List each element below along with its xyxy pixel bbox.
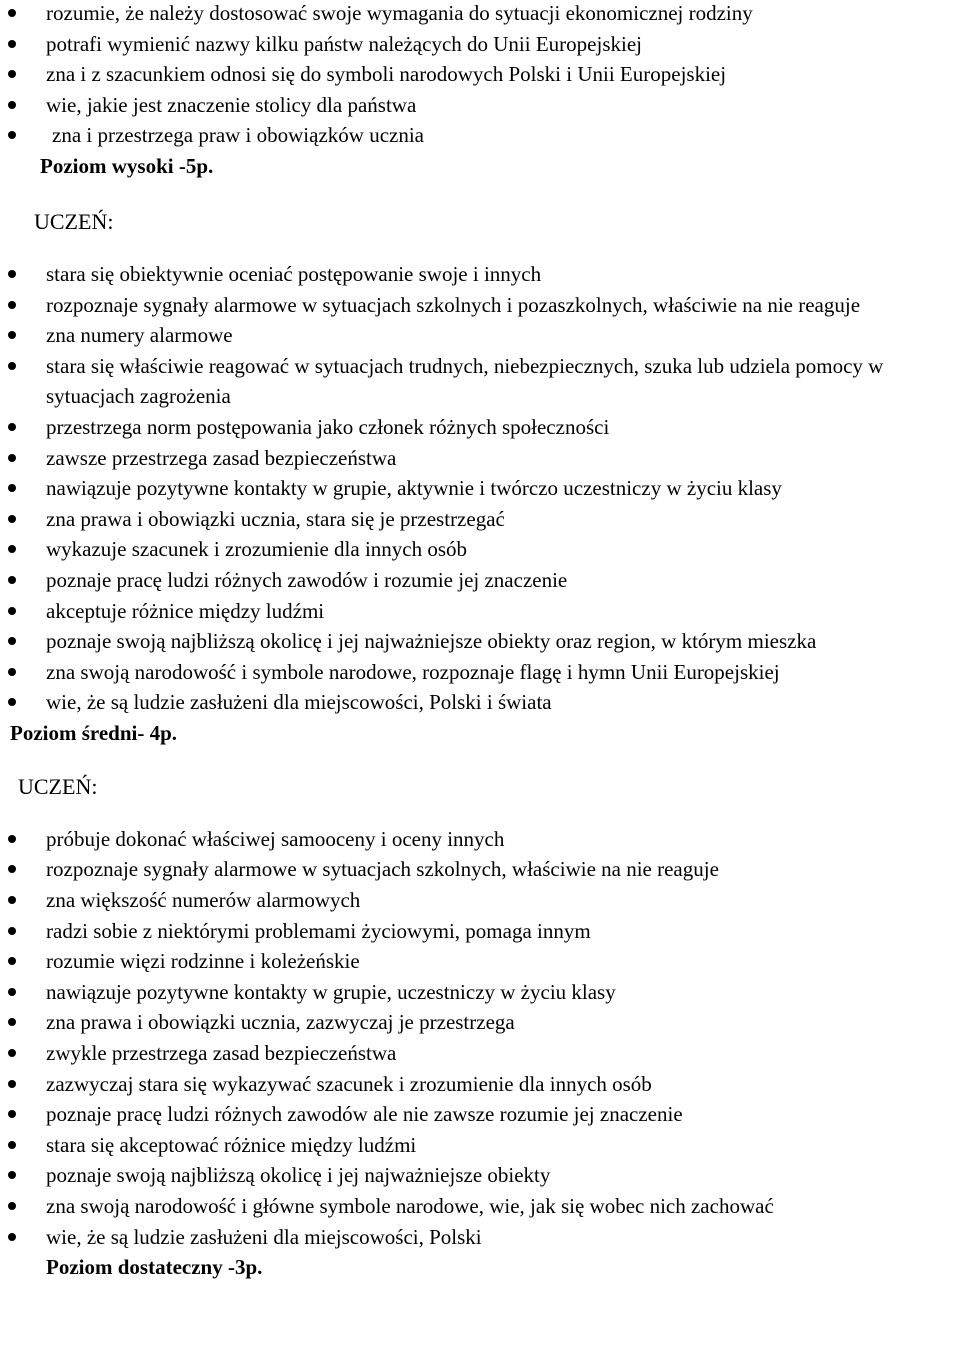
- list-item: przestrzega norm postępowania jako członek różnych społeczności: [0, 412, 960, 443]
- level-sufficient-heading: Poziom dostateczny -3p.: [46, 1255, 263, 1280]
- list-item: wie, że są ludzie zasłużeni dla miejscowości, Polski i świata: [0, 687, 960, 718]
- list-item: poznaje swoją najbliższą okolicę i jej najważniejsze obiekty: [0, 1160, 960, 1191]
- list-item: poznaje swoją najbliższą okolicę i jej najważniejsze obiekty oraz region, w którym mieszka: [0, 626, 960, 657]
- level-high-heading: Poziom wysoki -5p.: [40, 153, 214, 178]
- list-item: zna i przestrzega praw i obowiązków ucznia: [0, 120, 960, 151]
- level-high-list: [0, 259, 960, 718]
- list-item: zna prawa i obowiązki ucznia, stara się je przestrzegać: [0, 504, 960, 535]
- intro-list: [0, 0, 960, 151]
- level-mid-list: [0, 824, 960, 1252]
- list-item: wie, że są ludzie zasłużeni dla miejscowości, Polski: [0, 1222, 960, 1253]
- list-item: zawsze przestrzega zasad bezpieczeństwa: [0, 443, 960, 474]
- list-item: nawiązuje pozytywne kontakty w grupie, aktywnie i twórczo uczestniczy w życiu klasy: [0, 473, 960, 504]
- list-item: rozpoznaje sygnały alarmowe w sytuacjach szkolnych i pozaszkolnych, właściwie na nie reaguje: [0, 290, 960, 321]
- list-item: rozpoznaje sygnały alarmowe w sytuacjach szkolnych, właściwie na nie reaguje: [0, 854, 960, 885]
- list-item: stara się obiektywnie oceniać postępowanie swoje i innych: [0, 259, 960, 290]
- level-mid-subheading: UCZEŃ:: [18, 773, 98, 799]
- list-item: zwykle przestrzega zasad bezpieczeństwa: [0, 1038, 960, 1069]
- list-item: zna i z szacunkiem odnosi się do symboli narodowych Polski i Unii Europejskiej: [0, 59, 960, 90]
- list-item: zna swoją narodowość i symbole narodowe, rozpoznaje flagę i hymn Unii Europejskiej: [0, 657, 960, 688]
- list-item: zna numery alarmowe: [0, 320, 960, 351]
- list-item: stara się akceptować różnice między ludźmi: [0, 1130, 960, 1161]
- list-item: poznaje pracę ludzi różnych zawodów ale nie zawsze rozumie jej znaczenie: [0, 1099, 960, 1130]
- list-item: zna większość numerów alarmowych: [0, 885, 960, 916]
- list-item: akceptuje różnice między ludźmi: [0, 596, 960, 627]
- list-item: wie, jakie jest znaczenie stolicy dla państwa: [0, 90, 960, 121]
- list-item: wykazuje szacunek i zrozumienie dla innych osób: [0, 534, 960, 565]
- list-item: potrafi wymienić nazwy kilku państw należących do Unii Europejskiej: [0, 29, 960, 60]
- list-item: zna prawa i obowiązki ucznia, zazwyczaj je przestrzega: [0, 1007, 960, 1038]
- list-item: poznaje pracę ludzi różnych zawodów i rozumie jej znaczenie: [0, 565, 960, 596]
- list-item: rozumie, że należy dostosować swoje wymagania do sytuacji ekonomicznej rodziny: [0, 0, 960, 29]
- list-item: radzi sobie z niektórymi problemami życiowymi, pomaga innym: [0, 916, 960, 947]
- list-item: nawiązuje pozytywne kontakty w grupie, uczestniczy w życiu klasy: [0, 977, 960, 1008]
- list-item: rozumie więzi rodzinne i koleżeńskie: [0, 946, 960, 977]
- list-item: stara się właściwie reagować w sytuacjach trudnych, niebezpiecznych, szuka lub udziela pomocy w sytuacjach zagrożenia: [0, 351, 960, 412]
- list-item: zna swoją narodowość i główne symbole narodowe, wie, jak się wobec nich zachować: [0, 1191, 960, 1222]
- list-item: zazwyczaj stara się wykazywać szacunek i zrozumienie dla innych osób: [0, 1069, 960, 1100]
- level-high-subheading: UCZEŃ:: [34, 208, 114, 234]
- list-item: próbuje dokonać właściwej samooceny i oceny innych: [0, 824, 960, 855]
- level-mid-heading: Poziom średni- 4p.: [10, 720, 178, 745]
